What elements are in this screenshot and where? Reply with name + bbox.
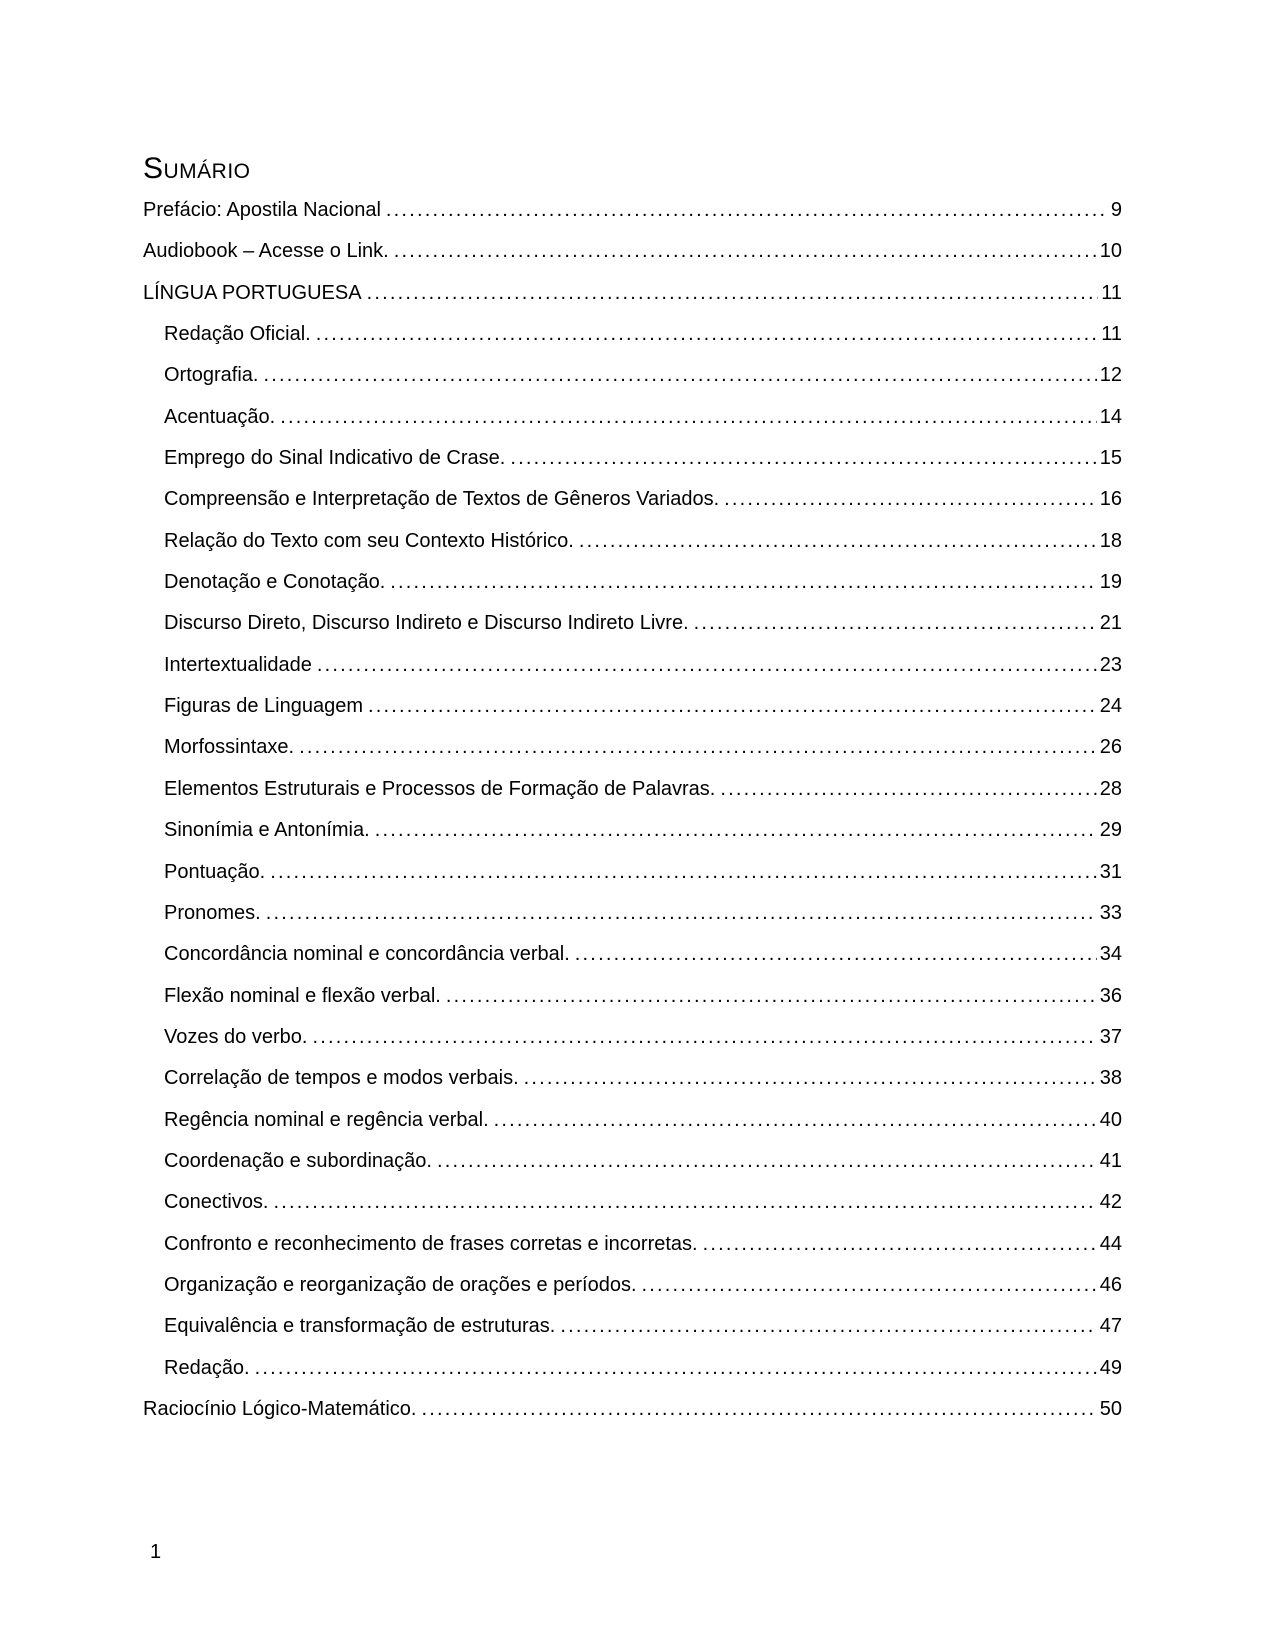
dot-leader bbox=[386, 190, 1108, 231]
toc-entry-label: Redação Oficial. bbox=[164, 323, 311, 346]
toc-entry-page: 44 bbox=[1099, 1232, 1122, 1255]
toc-entry[interactable] bbox=[143, 1306, 1122, 1347]
toc-entry-label: Acentuação. bbox=[164, 405, 276, 428]
toc-entry-label: Flexão nominal e flexão verbal. bbox=[164, 984, 441, 1007]
toc-entry-page: 31 bbox=[1099, 860, 1122, 883]
toc-entry-page: 41 bbox=[1099, 1149, 1122, 1172]
toc-entry[interactable] bbox=[143, 1389, 1122, 1430]
toc-entry[interactable] bbox=[143, 934, 1122, 975]
toc-entry-page: 29 bbox=[1099, 819, 1122, 842]
toc-entry-page: 28 bbox=[1099, 777, 1122, 800]
toc-entry-label: Sinonímia e Antonímia. bbox=[164, 819, 370, 842]
toc-entry-label: Concordância nominal e concordância verbal. bbox=[164, 943, 570, 966]
toc-entry-label: Conectivos. bbox=[164, 1191, 269, 1214]
toc-entry-page: 49 bbox=[1099, 1356, 1122, 1379]
toc-entry-page: 42 bbox=[1099, 1191, 1122, 1214]
dot-leader bbox=[255, 1348, 1097, 1389]
toc-entry-page: 16 bbox=[1099, 488, 1122, 511]
toc-entry-label: Emprego do Sinal Indicativo de Crase. bbox=[164, 447, 506, 470]
dot-leader bbox=[724, 479, 1097, 520]
toc-entry-page: 37 bbox=[1099, 1025, 1122, 1048]
dot-leader bbox=[316, 314, 1098, 355]
dot-leader bbox=[390, 562, 1096, 603]
toc-entry-page: 24 bbox=[1099, 695, 1122, 718]
page-title: Sumário bbox=[143, 152, 251, 185]
toc-entry-page: 47 bbox=[1099, 1315, 1122, 1338]
toc-entry-label: Pronomes. bbox=[164, 901, 261, 924]
toc-entry-page: 23 bbox=[1099, 653, 1122, 676]
dot-leader bbox=[510, 438, 1096, 479]
toc-entry[interactable] bbox=[143, 521, 1122, 562]
toc-entry[interactable] bbox=[143, 1100, 1122, 1141]
toc-entry-label: Correlação de tempos e modos verbais. bbox=[164, 1067, 519, 1090]
toc-entry[interactable] bbox=[143, 1058, 1122, 1099]
toc-entry[interactable] bbox=[143, 438, 1122, 479]
toc-entry-label: Confronto e reconhecimento de frases corretas e incorretas. bbox=[164, 1232, 698, 1255]
toc-entry[interactable] bbox=[143, 479, 1122, 520]
toc-entry-page: 50 bbox=[1099, 1397, 1122, 1420]
toc-entry-page: 15 bbox=[1099, 447, 1122, 470]
toc-entry-label: Organização e reorganização de orações e períodos. bbox=[164, 1273, 637, 1296]
toc-entry-page: 26 bbox=[1099, 736, 1122, 759]
dot-leader bbox=[642, 1265, 1097, 1306]
toc-entry[interactable] bbox=[143, 190, 1122, 231]
toc-entry-label: Discurso Direto, Discurso Indireto e Discurso Indireto Livre. bbox=[164, 612, 689, 635]
dot-leader bbox=[299, 727, 1097, 768]
toc-entry-page: 9 bbox=[1110, 199, 1122, 221]
toc-entry-page: 34 bbox=[1099, 943, 1122, 966]
toc-entry[interactable] bbox=[143, 397, 1122, 438]
dot-leader bbox=[421, 1389, 1096, 1430]
toc-entry[interactable] bbox=[143, 852, 1122, 893]
toc-entry-label: Prefácio: Apostila Nacional bbox=[143, 199, 381, 221]
dot-leader bbox=[368, 686, 1097, 727]
toc-entry-label: Ortografia. bbox=[164, 364, 259, 387]
toc-content bbox=[143, 148, 1122, 1430]
footer-page-number: 1 bbox=[150, 1541, 162, 1563]
toc-entry[interactable] bbox=[143, 231, 1122, 272]
toc-entry[interactable] bbox=[143, 1017, 1122, 1058]
dot-leader bbox=[694, 603, 1097, 644]
toc-entry[interactable] bbox=[143, 727, 1122, 768]
toc-entry-label: Raciocínio Lógico-Matemático. bbox=[143, 1397, 417, 1420]
toc-entry-label: Audiobook – Acesse o Link. bbox=[143, 240, 389, 263]
toc-entry[interactable] bbox=[143, 1348, 1122, 1389]
toc-entry[interactable] bbox=[143, 603, 1122, 644]
dot-leader bbox=[367, 273, 1099, 314]
dot-leader bbox=[446, 976, 1097, 1017]
toc-entry-label: Redação. bbox=[164, 1356, 250, 1379]
dot-leader bbox=[703, 1224, 1097, 1265]
toc-entry-page: 19 bbox=[1099, 571, 1122, 594]
toc-entry-page: 38 bbox=[1099, 1067, 1122, 1090]
toc-entry[interactable] bbox=[143, 1182, 1122, 1223]
toc-entry-page: 33 bbox=[1099, 901, 1122, 924]
toc-entry[interactable] bbox=[143, 1141, 1122, 1182]
toc-entry[interactable] bbox=[143, 810, 1122, 851]
toc-entry-page: 14 bbox=[1099, 405, 1122, 428]
toc-entry-label: Regência nominal e regência verbal. bbox=[164, 1108, 489, 1131]
dot-leader bbox=[394, 231, 1097, 272]
toc-entry[interactable] bbox=[143, 273, 1122, 314]
toc-entry-label: Elementos Estruturais e Processos de Formação de Palavras. bbox=[164, 777, 716, 800]
toc-entry-label: Coordenação e subordinação. bbox=[164, 1149, 432, 1172]
table-of-contents bbox=[143, 190, 1122, 1430]
toc-entry[interactable] bbox=[143, 769, 1122, 810]
dot-leader bbox=[579, 521, 1097, 562]
dot-leader bbox=[317, 645, 1097, 686]
toc-entry-label: Relação do Texto com seu Contexto Histórico. bbox=[164, 529, 574, 552]
dot-leader bbox=[524, 1058, 1097, 1099]
toc-entry-page: 21 bbox=[1099, 612, 1122, 635]
dot-leader bbox=[575, 934, 1097, 975]
toc-entry-page: 10 bbox=[1099, 240, 1122, 263]
toc-entry[interactable] bbox=[143, 355, 1122, 396]
dot-leader bbox=[263, 355, 1096, 396]
toc-entry[interactable] bbox=[143, 314, 1122, 355]
toc-entry[interactable] bbox=[143, 976, 1122, 1017]
toc-entry-label: Denotação e Conotação. bbox=[164, 571, 386, 594]
dot-leader bbox=[494, 1100, 1097, 1141]
toc-entry-page: 36 bbox=[1099, 984, 1122, 1007]
toc-entry-page: 11 bbox=[1101, 323, 1122, 346]
dot-leader bbox=[437, 1141, 1097, 1182]
toc-entry-label: LÍNGUA PORTUGUESA bbox=[143, 281, 362, 304]
toc-entry-page: 12 bbox=[1099, 364, 1122, 387]
toc-entry-page: 18 bbox=[1099, 529, 1122, 552]
toc-entry[interactable] bbox=[143, 893, 1122, 934]
toc-entry[interactable] bbox=[143, 562, 1122, 603]
toc-entry[interactable] bbox=[143, 686, 1122, 727]
toc-entry-page: 46 bbox=[1099, 1273, 1122, 1296]
toc-entry-label: Figuras de Linguagem bbox=[164, 695, 364, 718]
toc-entry-label: Pontuação. bbox=[164, 860, 266, 883]
dot-leader bbox=[270, 852, 1097, 893]
toc-entry-label: Intertextualidade bbox=[164, 653, 312, 676]
dot-leader bbox=[280, 397, 1097, 438]
dot-leader bbox=[720, 769, 1096, 810]
toc-entry[interactable] bbox=[143, 645, 1122, 686]
toc-entry-label: Morfossintaxe. bbox=[164, 736, 295, 759]
toc-entry-label: Compreensão e Interpretação de Textos de Gêneros Variados. bbox=[164, 488, 720, 511]
toc-entry-label: Equivalência e transformação de estruturas. bbox=[164, 1315, 556, 1338]
dot-leader bbox=[312, 1017, 1096, 1058]
toc-entry[interactable] bbox=[143, 1224, 1122, 1265]
dot-leader bbox=[274, 1182, 1097, 1223]
toc-entry-page: 40 bbox=[1099, 1108, 1122, 1131]
toc-entry-page: 11 bbox=[1101, 281, 1122, 304]
toc-entry-label: Vozes do verbo. bbox=[164, 1025, 308, 1048]
dot-leader bbox=[375, 810, 1097, 851]
dot-leader bbox=[560, 1306, 1096, 1347]
dot-leader bbox=[266, 893, 1097, 934]
toc-entry[interactable] bbox=[143, 1265, 1122, 1306]
